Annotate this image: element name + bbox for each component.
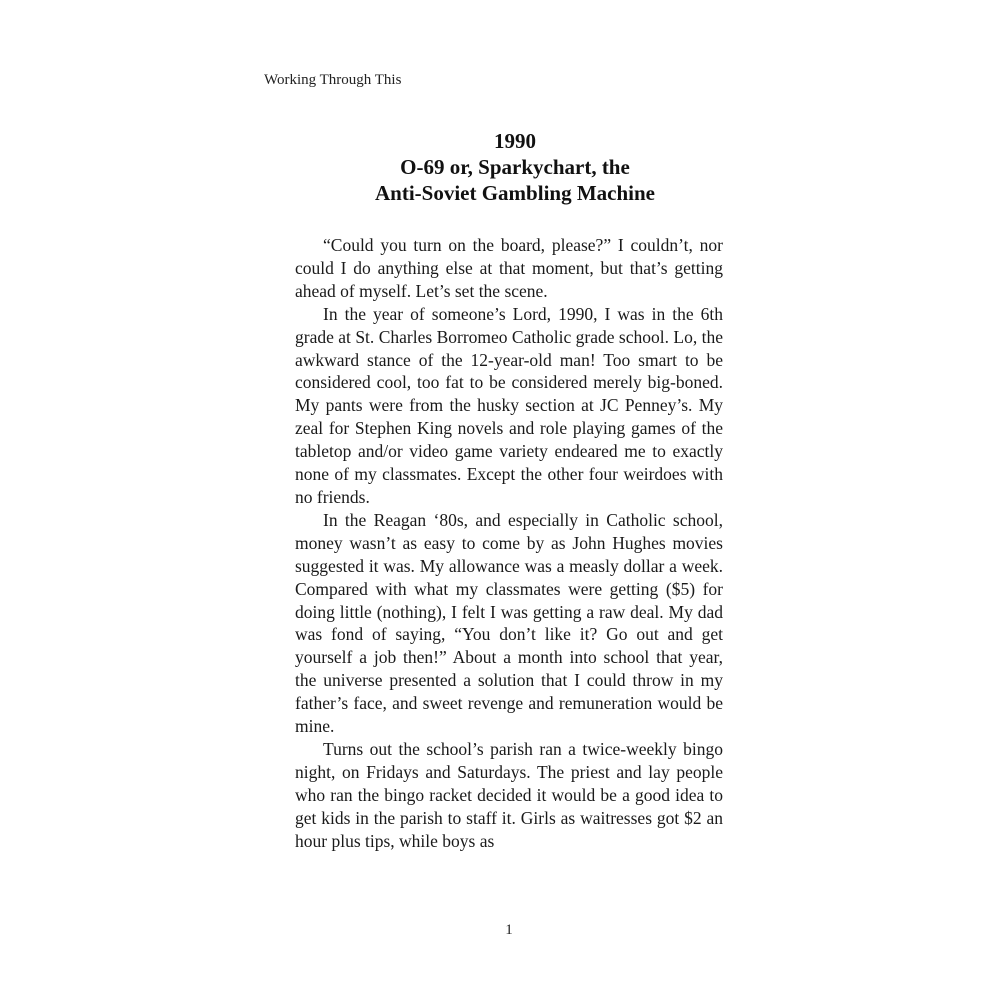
body-text bbox=[295, 234, 723, 852]
chapter-heading bbox=[295, 128, 735, 206]
running-head: Working Through This bbox=[264, 72, 402, 88]
chapter-title-line-2: Anti-Soviet Gambling Machine bbox=[374, 181, 655, 205]
chapter-year: 1990 bbox=[494, 129, 536, 153]
page-number: 1 bbox=[505, 922, 513, 938]
paragraph: In the year of someone’s Lord, 1990, I was in the 6th grade at St. Charles Borromeo Catholic grade school. Lo, the awkward stance of the 12-year-old man! Too smart to be considered cool, too fat to be considered merely big-boned. My pants were from the husky section at JC Penney’s. My zeal for Stephen King novels and role playing games of the tabletop and/or video game variety endeared me to exactly none of my classmates. Except the other four weirdoes with no friends. bbox=[295, 303, 723, 507]
chapter-title-line-1: O-69 or, Sparkychart, the bbox=[400, 155, 630, 179]
paragraph: “Could you turn on the board, please?” I couldn’t, nor could I do anything else at that moment, but that’s getting ahead of myself. Let’s set the scene. bbox=[295, 235, 723, 301]
paragraph: Turns out the school’s parish ran a twice-weekly bingo night, on Fridays and Saturdays. The priest and lay people who ran the bingo racket decided it would be a good idea to get kids in the parish to staff it. Girls as waitresses got $2 an hour plus tips, while boys as bbox=[295, 738, 723, 851]
paragraph: In the Reagan ‘80s, and especially in Catholic school, money wasn’t as easy to come by as John Hughes movies suggested it was. My allowance was a measly dollar a week. Compared with what my classmates were getting ($5) for doing little (nothing), I felt I was getting a raw deal. My dad was fond of saying, “You don’t like it? Go out and get yourself a job then!” About a month into school that year, the universe presented a solution that I could throw in my father’s face, and sweet revenge and remuneration would be mine. bbox=[295, 509, 723, 737]
